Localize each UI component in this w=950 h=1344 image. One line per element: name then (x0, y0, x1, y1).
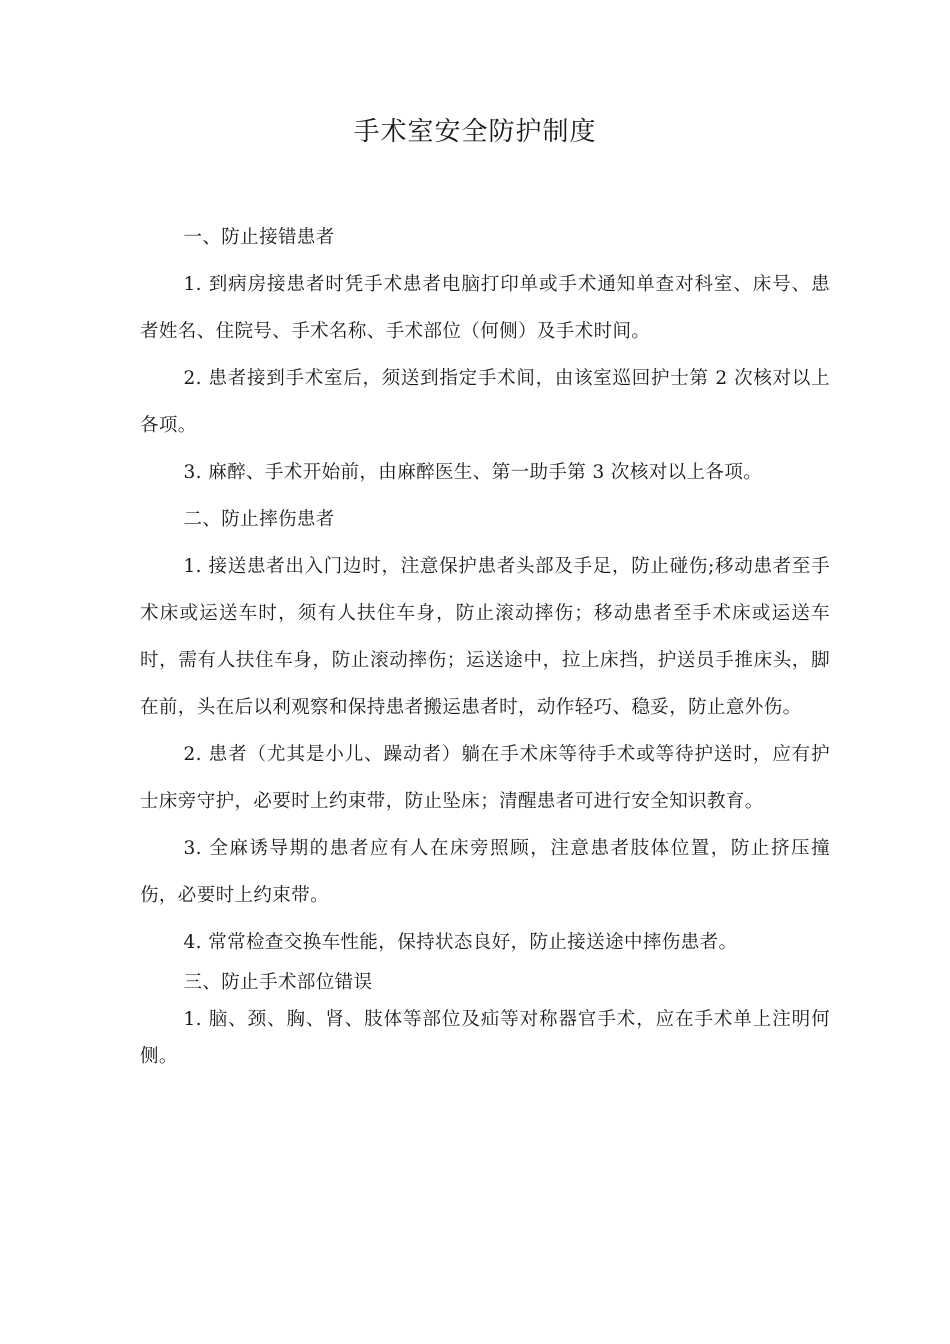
section-three (140, 964, 830, 1075)
paragraph: 3. 麻醉、手术开始前，由麻醉医生、第一助手第 3 次核对以上各项。 (183, 462, 763, 483)
paragraph: 1. 脑、颈、胸、肾、肢体等部位及疝等对称器官手术，应在手术单上注明何侧。 (140, 1009, 830, 1067)
section-heading: 二、防止摔伤患者 (183, 509, 335, 530)
paragraph: 1. 接送患者出入门边时，注意保护患者头部及手足，防止碰伤;移动患者至手术床或运送车时，须有人扶住车身，防止滚动摔伤；移动患者至手术床或运送车时，需有人扶住车身，防止滚动摔伤；运送途中，拉上床挡，护送员手推床头，脚在前，头在后以利观察和保持患者搬运患者时，动作轻巧、稳妥，防止意外伤。 (140, 556, 830, 718)
section-heading: 一、防止接错患者 (183, 227, 335, 248)
paragraph: 2. 患者接到手术室后，须送到指定手术间，由该室巡回护士第 2 次核对以上各项。 (140, 368, 830, 436)
paragraph: 1. 到病房接患者时凭手术患者电脑打印单或手术通知单查对科室、床号、患者姓名、住院号、手术名称、手术部位（何侧）及手术时间。 (140, 274, 830, 342)
paragraph: 4. 常常检查交换车性能，保持状态良好，防止接送途中摔伤患者。 (183, 932, 738, 953)
paragraph: 3. 全麻诱导期的患者应有人在床旁照顾，注意患者肢体位置，防止挤压撞伤，必要时上约束带。 (140, 838, 830, 906)
document-body (140, 214, 830, 1075)
paragraph: 2. 患者（尤其是小儿、躁动者）躺在手术床等待手术或等待护送时，应有护士床旁守护，必要时上约束带，防止坠床；清醒患者可进行安全知识教育。 (140, 744, 830, 812)
document-title: 手术室安全防护制度 (353, 117, 597, 147)
section-heading: 三、防止手术部位错误 (183, 972, 373, 993)
